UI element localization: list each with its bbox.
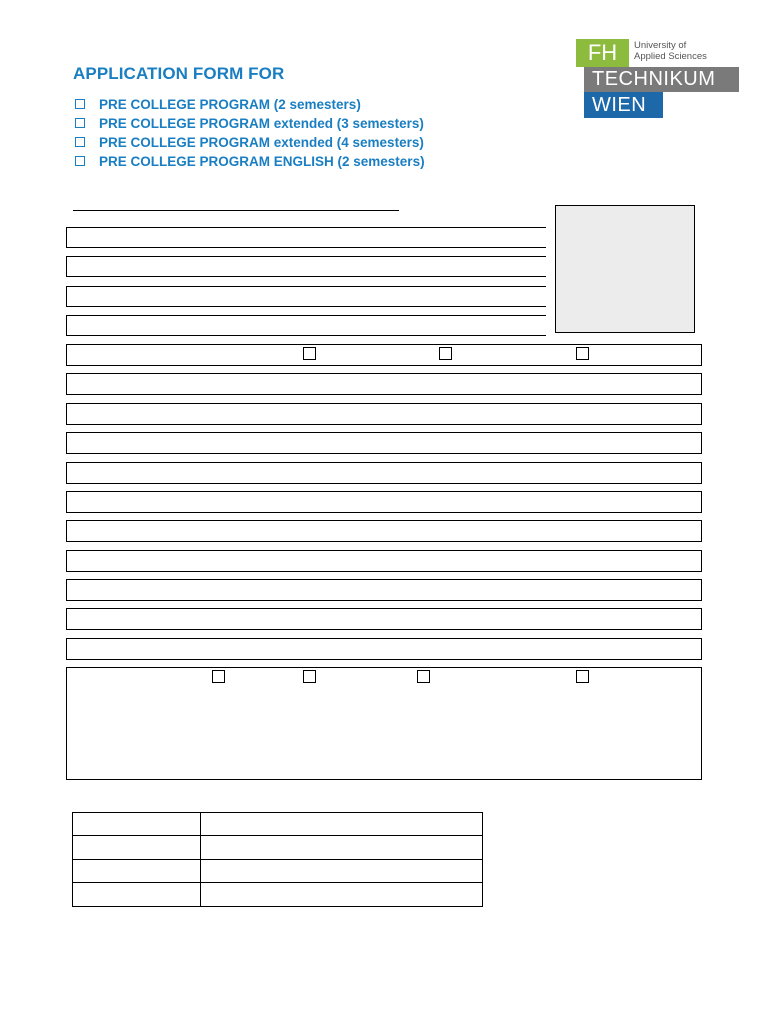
form-field-1[interactable]	[66, 373, 702, 395]
name-field-4[interactable]	[66, 315, 546, 336]
signature-table	[72, 812, 483, 907]
table-cell-value[interactable]	[201, 859, 483, 882]
table-cell-value[interactable]	[201, 883, 483, 906]
checkbox-program-2[interactable]	[75, 118, 85, 128]
program-option-label: PRE COLLEGE PROGRAM extended (3 semesters)	[99, 115, 424, 131]
program-option-2[interactable]	[75, 114, 424, 132]
table-cell-label	[73, 813, 201, 836]
logo-subtitle-line1: University of	[634, 40, 687, 51]
table-row	[73, 836, 483, 859]
form-field-5[interactable]	[66, 491, 702, 513]
source-checkbox-2[interactable]	[303, 670, 316, 683]
checkbox-program-3[interactable]	[75, 137, 85, 147]
name-field-2[interactable]	[66, 256, 546, 277]
program-option-label: PRE COLLEGE PROGRAM (2 semesters)	[99, 96, 361, 112]
photo-box[interactable]	[555, 205, 695, 333]
form-field-9[interactable]	[66, 608, 702, 630]
gender-row	[66, 344, 702, 366]
checkbox-program-1[interactable]	[75, 99, 85, 109]
logo-subtitle	[634, 40, 707, 62]
table-row	[73, 859, 483, 882]
form-field-3[interactable]	[66, 432, 702, 454]
table-row	[73, 813, 483, 836]
name-field-1[interactable]	[66, 227, 546, 248]
form-field-4[interactable]	[66, 462, 702, 484]
table-cell-label	[73, 883, 201, 906]
gender-checkbox-1[interactable]	[303, 347, 316, 360]
source-checkbox-4[interactable]	[576, 670, 589, 683]
program-option-1[interactable]	[75, 95, 361, 113]
gender-checkbox-2[interactable]	[439, 347, 452, 360]
form-field-8[interactable]	[66, 579, 702, 601]
name-field-3[interactable]	[66, 286, 546, 307]
checkbox-program-4[interactable]	[75, 156, 85, 166]
table-cell-value[interactable]	[201, 813, 483, 836]
form-field-7[interactable]	[66, 550, 702, 572]
table-cell-label	[73, 859, 201, 882]
comments-box[interactable]	[66, 667, 702, 780]
program-option-3[interactable]	[75, 133, 424, 151]
form-field-10[interactable]	[66, 638, 702, 660]
logo-wien-block: WIEN	[584, 92, 663, 118]
program-option-4[interactable]	[75, 152, 425, 170]
program-option-label: PRE COLLEGE PROGRAM extended (4 semesters)	[99, 134, 424, 150]
header-signature-line[interactable]	[73, 210, 399, 211]
table-cell-value[interactable]	[201, 836, 483, 859]
logo-subtitle-line2: Applied Sciences	[634, 51, 707, 62]
logo-fh-block: FH	[576, 39, 629, 67]
gender-checkbox-3[interactable]	[576, 347, 589, 360]
table-cell-label	[73, 836, 201, 859]
source-checkbox-3[interactable]	[417, 670, 430, 683]
program-option-label: PRE COLLEGE PROGRAM ENGLISH (2 semesters)	[99, 153, 425, 169]
form-field-6[interactable]	[66, 520, 702, 542]
logo-technikum-block: TECHNIKUM	[584, 67, 739, 92]
table-row	[73, 883, 483, 906]
source-checkbox-1[interactable]	[212, 670, 225, 683]
form-field-2[interactable]	[66, 403, 702, 425]
form-title: APPLICATION FORM FOR	[73, 64, 285, 83]
